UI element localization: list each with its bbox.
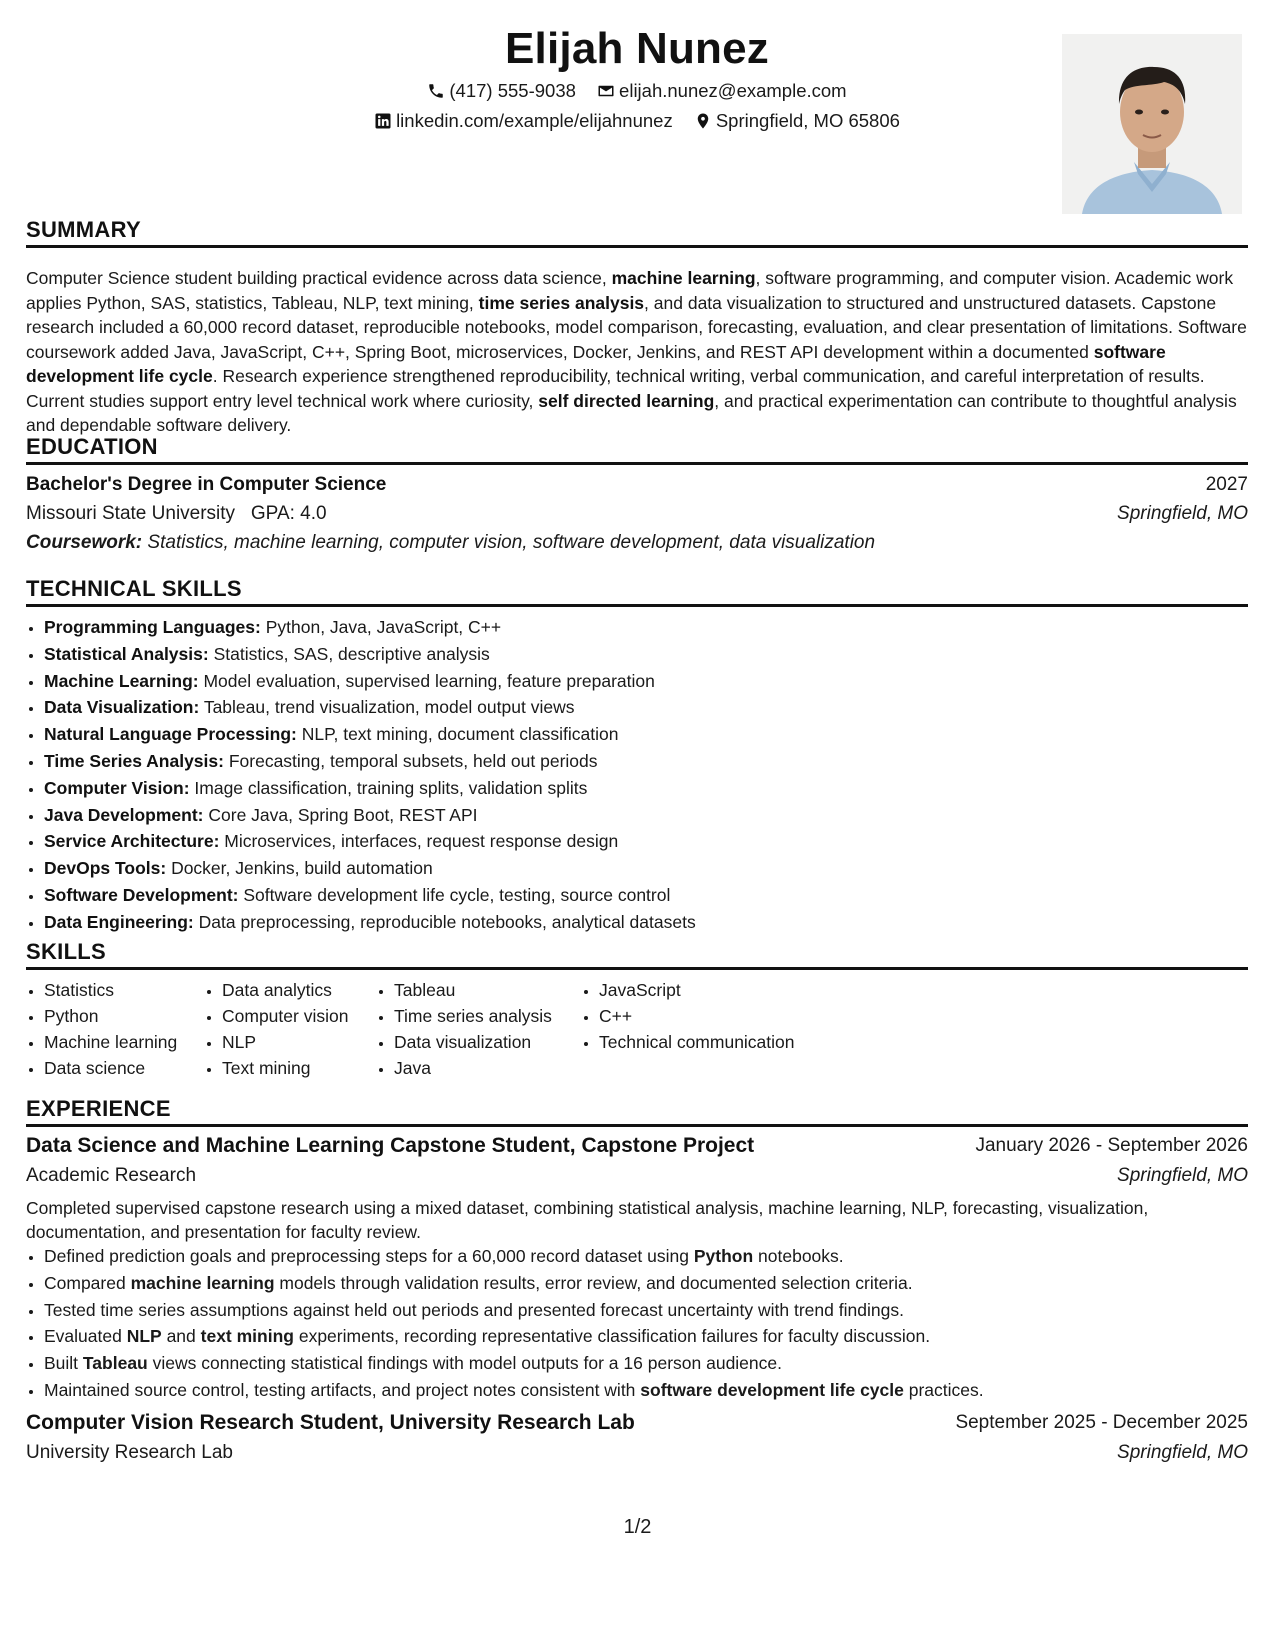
skill-values: Software development life cycle, testing, source control (238, 884, 671, 905)
skill-item: • Python (44, 1003, 177, 1029)
emphasis-text: machine learning (130, 1272, 275, 1293)
skill-values: Forecasting, temporal subsets, held out periods (223, 750, 598, 771)
skill-category: Data Engineering: (44, 911, 194, 932)
job-title: Data Science and Machine Learning Capstone Student, Capstone Project (26, 1134, 755, 1157)
emphasis-text: software development life cycle (26, 341, 1166, 386)
job-bullet (44, 1270, 1248, 1297)
text-segment: Evaluated (44, 1326, 127, 1347)
skill-item: • Time series analysis (394, 1003, 552, 1029)
technical-skill-item (44, 828, 1248, 855)
text-segment: . Research experience strengthened reproducibility, technical writing, verbal communication, and careful interpretation of results. Current studies support entry level technical work where curiosity, (26, 366, 1205, 411)
skills-column-3 (376, 977, 552, 1081)
skill-category: Java Development: (44, 804, 204, 825)
skill-category: Computer Vision: (44, 777, 190, 798)
skill-category: Statistical Analysis: (44, 643, 209, 664)
skill-category: Programming Languages: (44, 617, 261, 637)
technical-skill-item (44, 802, 1248, 829)
skill-values: Statistics, SAS, descriptive analysis (208, 643, 490, 664)
job-dates: September 2025 - December 2025 (955, 1412, 1248, 1433)
skill-values: Microservices, interfaces, request response design (219, 831, 619, 852)
phone-icon (427, 82, 445, 100)
skill-item: • Data science (44, 1055, 177, 1081)
school-name: Missouri State University (26, 503, 236, 524)
candidate-name: Elijah Nunez (505, 24, 769, 73)
job-1-bullets (26, 1243, 1248, 1404)
section-divider (26, 604, 1248, 607)
summary-paragraph (26, 266, 1248, 438)
coursework-list: Statistics, machine learning, computer vision, software development, data visualization (147, 532, 876, 553)
skill-item: • Machine learning (44, 1029, 177, 1055)
skill-category: Natural Language Processing: (44, 724, 297, 745)
linkedin-url[interactable]: linkedin.com/example/elijahnunez (396, 110, 673, 131)
skill-category: DevOps Tools: (44, 858, 167, 879)
job-bullet (44, 1243, 1248, 1270)
section-divider (26, 462, 1248, 465)
job-title: Computer Vision Research Student, University Research Lab (26, 1411, 635, 1434)
skill-values: NLP, text mining, document classification (296, 724, 619, 745)
job-location: Springfield, MO (1117, 1165, 1248, 1186)
skill-category: Time Series Analysis: (44, 750, 224, 771)
phone-number: (417) 555-9038 (449, 80, 576, 101)
section-title-education: EDUCATION (26, 434, 158, 459)
technical-skill-item (44, 668, 1248, 695)
emphasis-text: Tableau (82, 1353, 148, 1374)
degree-title: Bachelor's Degree in Computer Science (26, 474, 387, 495)
school-and-gpa (26, 500, 327, 528)
technical-skill-item (44, 855, 1248, 882)
text-segment: Compared (44, 1272, 131, 1293)
skills-column-4 (581, 977, 795, 1055)
job-organization: University Research Lab (26, 1442, 233, 1463)
skill-item: • Data analytics (222, 977, 348, 1003)
skill-values: Core Java, Spring Boot, REST API (203, 804, 478, 825)
emphasis-text: software development life cycle (640, 1379, 904, 1400)
skill-category: Machine Learning: (44, 670, 199, 691)
technical-skill-item (44, 721, 1248, 748)
job-organization: Academic Research (26, 1165, 197, 1186)
location-contact (694, 108, 900, 134)
text-segment: , and data visualization to structured and unstructured datasets. Capstone research included a 60,000 record dataset, reproducible notebooks, model comparison, forecasting, evaluation, and clear presentation of limitations. Software coursework added Java, JavaScript, C++, Spring Boot, microservices, Docker, Jenkins, and REST API development within a documented (26, 292, 1247, 362)
skill-item: • Java (394, 1055, 552, 1081)
skill-values: Python, Java, JavaScript, C++ (260, 617, 502, 637)
skill-values: Image classification, training splits, validation splits (189, 777, 588, 798)
school-location: Springfield, MO (1117, 503, 1248, 524)
skills-column-2 (204, 977, 348, 1081)
emphasis-text: text mining (200, 1326, 294, 1347)
section-title-experience: EXPERIENCE (26, 1096, 171, 1121)
section-title-summary: SUMMARY (26, 217, 141, 242)
skill-values: Model evaluation, supervised learning, feature preparation (198, 670, 655, 691)
technical-skill-item (44, 614, 1248, 641)
technical-skill-item (44, 909, 1248, 936)
skill-item: • Computer vision (222, 1003, 348, 1029)
graduation-year: 2027 (1205, 474, 1248, 495)
email-icon (597, 82, 615, 100)
location-text: Springfield, MO 65806 (715, 110, 900, 131)
text-segment: Tested time series assumptions against held out periods and presented forecast uncertainty with trend findings. (44, 1299, 904, 1320)
skill-category: Software Development: (44, 884, 239, 905)
resume-header (26, 22, 1248, 222)
section-title-skills: SKILLS (26, 939, 107, 964)
text-segment: Maintained source control, testing artifacts, and project notes consistent with (44, 1379, 641, 1400)
skill-values: Data preprocessing, reproducible notebooks, analytical datasets (193, 911, 696, 932)
skill-item: • JavaScript (599, 977, 795, 1003)
emphasis-text: time series analysis (478, 292, 645, 313)
page-number: 1/2 (623, 1516, 652, 1538)
skills-column-1 (26, 977, 177, 1081)
resume-page (26, 0, 1248, 1650)
job-bullet (44, 1350, 1248, 1377)
skill-values: Docker, Jenkins, build automation (166, 858, 433, 879)
email-address[interactable]: elijah.nunez@example.com (619, 80, 847, 101)
linkedin-contact[interactable] (374, 108, 673, 134)
job-location: Springfield, MO (1117, 1442, 1248, 1463)
email-contact[interactable] (597, 78, 847, 104)
skill-item: • Statistics (44, 977, 177, 1003)
technical-skills-list (26, 614, 1248, 936)
emphasis-text: NLP (126, 1326, 162, 1347)
text-segment: , software programming, and computer vision. Academic work applies Python, SAS, statistics, Tableau, NLP, text mining, (26, 268, 1234, 313)
text-segment: models through validation results, error review, and documented selection criteria. (274, 1272, 913, 1293)
text-segment: views connecting statistical findings with model outputs for a 16 person audience. (147, 1353, 782, 1374)
text-segment: experiments, recording representative classification failures for faculty discussion. (293, 1326, 931, 1347)
job-description: Completed supervised capstone research using a mixed dataset, combining statistical analysis, machine learning, NLP, forecasting, visualization, documentation, and presentation for faculty review. (26, 1198, 1149, 1242)
technical-skill-item (44, 641, 1248, 668)
skill-item: • Tableau (394, 977, 552, 1003)
text-segment: Built (44, 1353, 83, 1374)
technical-skill-item (44, 882, 1248, 909)
skill-values: Tableau, trend visualization, model output views (199, 697, 575, 718)
text-segment: Computer Science student building practical evidence across data science, (26, 268, 612, 288)
skill-category: Data Visualization: (44, 697, 200, 718)
gpa: GPA: 4.0 (250, 503, 327, 524)
section-divider (26, 1124, 1248, 1127)
technical-skill-item (44, 694, 1248, 721)
section-divider (26, 967, 1248, 970)
emphasis-text: self directed learning (538, 390, 715, 411)
location-pin-icon (694, 112, 712, 130)
job-dates: January 2026 - September 2026 (975, 1135, 1248, 1156)
section-title-technical-skills: TECHNICAL SKILLS (26, 576, 242, 601)
phone-contact (427, 78, 576, 104)
text-segment: Defined prediction goals and preprocessing steps for a 60,000 record dataset using (44, 1246, 694, 1266)
text-segment: and (161, 1326, 201, 1347)
emphasis-text: Python (693, 1246, 754, 1266)
job-bullet (44, 1377, 1248, 1404)
emphasis-text: machine learning (611, 268, 756, 288)
text-segment: practices. (903, 1379, 984, 1400)
text-segment: notebooks. (753, 1246, 844, 1266)
skill-item: • Text mining (222, 1055, 348, 1081)
section-divider (26, 245, 1248, 248)
skill-item: • Technical communication (599, 1029, 795, 1055)
job-bullet (44, 1297, 1248, 1324)
skill-item: • NLP (222, 1029, 348, 1055)
profile-photo (1062, 34, 1242, 214)
job-bullet (44, 1323, 1248, 1350)
skill-item: • C++ (599, 1003, 795, 1029)
technical-skill-item (44, 748, 1248, 775)
skill-item: • Data visualization (394, 1029, 552, 1055)
technical-skill-item (44, 775, 1248, 802)
skill-category: Service Architecture: (44, 831, 220, 852)
text-segment: , and practical experimentation can contribute to thoughtful analysis and dependable software delivery. (26, 390, 1237, 435)
coursework-label: Coursework: (26, 532, 143, 553)
linkedin-icon (374, 112, 392, 130)
